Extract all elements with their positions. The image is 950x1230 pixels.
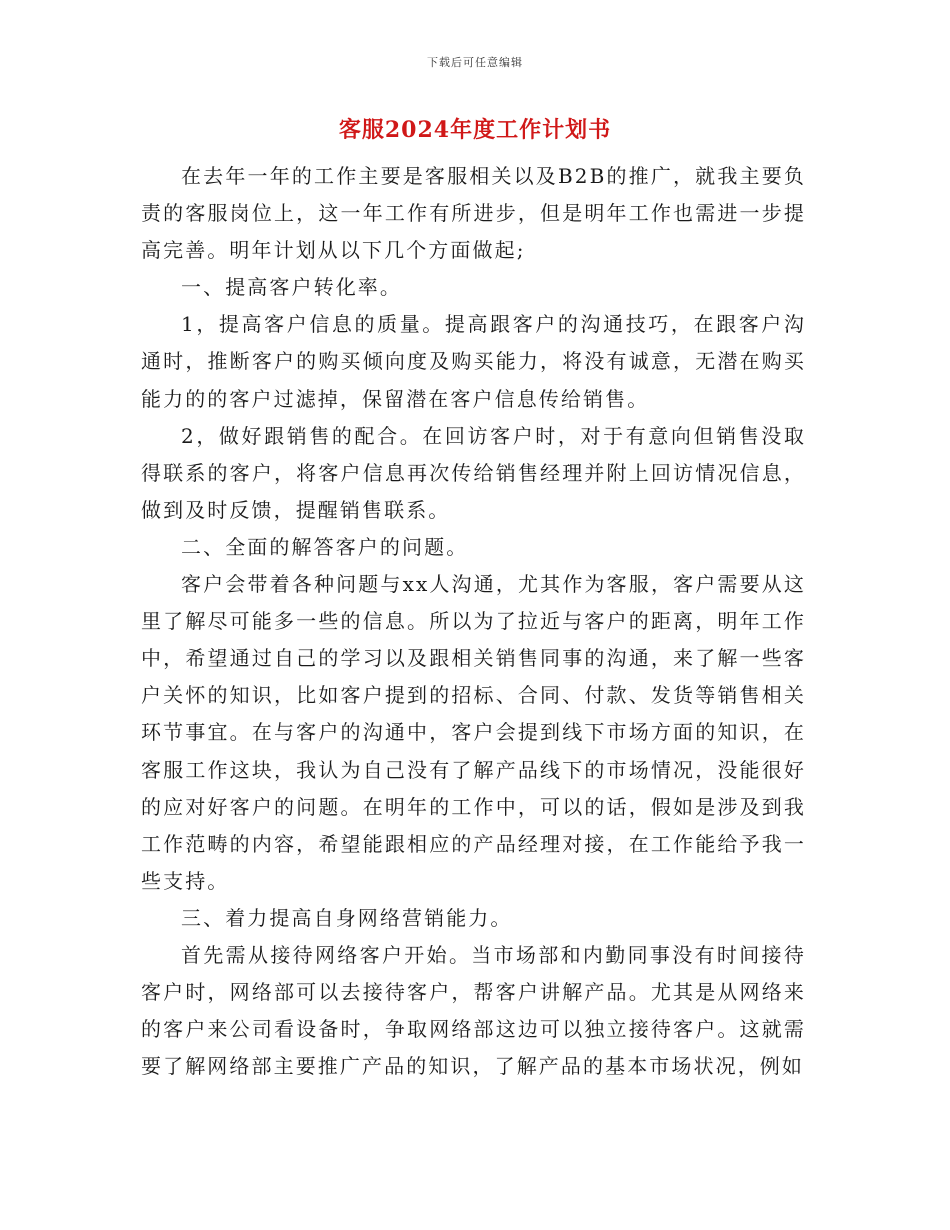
- paragraph-section-3: 首先需从接待网络客户开始。当市场部和内勤同事没有时间接待客户时，网络部可以去接待客户，帮客户讲解产品。尤其是从网络来的客户来公司看设备时，争取网络部这边可以独立接待客户。这就需要了解网络部主要推广产品的知识，了解产品的基本市场状况，例如: [141, 942, 806, 1079]
- document-body: [141, 158, 806, 1085]
- section-heading-1: 一、提高客户转化率。: [181, 275, 402, 300]
- document-title: 客服2024年度工作计划书: [338, 117, 612, 143]
- paragraph-item-1: 1，提高客户信息的质量。提高跟客户的沟通技巧，在跟客户沟通时，推断客户的购买倾向度及购买能力，将没有诚意，无潜在购买能力的的客户过滤掉，保留潜在客户信息传给销售。: [141, 312, 806, 411]
- section-heading-2: 二、全面的解答客户的问题。: [181, 534, 469, 559]
- paragraph-intro: 在去年一年的工作主要是客服相关以及B2B的推广，就我主要负责的客服岗位上，这一年工作有所进步，但是明年工作也需进一步提高完善。明年计划从以下几个方面做起;: [141, 164, 806, 263]
- header-note: 下载后可任意编辑: [427, 56, 523, 69]
- paragraph-item-2: 2，做好跟销售的配合。在回访客户时，对于有意向但销售没取得联系的客户，将客户信息再次传给销售经理并附上回访情况信息，做到及时反馈，提醒销售联系。: [141, 423, 806, 522]
- paragraph-section-2: 客户会带着各种问题与xx人沟通，尤其作为客服，客户需要从这里了解尽可能多一些的信息。所以为了拉近与客户的距离，明年工作中，希望通过自己的学习以及跟相关销售同事的沟通，来了解一些客户关怀的知识，比如客户提到的招标、合同、付款、发货等销售相关环节事宜。在与客户的沟通中，客户会提到线下市场方面的知识，在客服工作这块，我认为自己没有了解产品线下的市场情况，没能很好的应对好客户的问题。在明年的工作中，可以的话，假如是涉及到我工作范畴的内容，希望能跟相应的产品经理对接，在工作能给予我一些支持。: [141, 572, 806, 893]
- section-heading-3: 三、着力提高自身网络营销能力。: [181, 905, 513, 930]
